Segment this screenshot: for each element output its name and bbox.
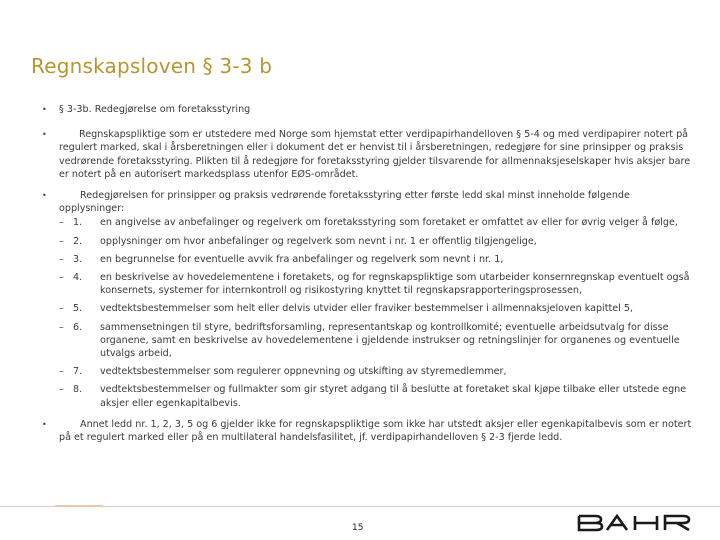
item-number: 5. <box>73 303 83 315</box>
item-number: 8. <box>73 384 83 396</box>
list-item: – 2. opplysninger om hvor anbefalinger og regelverk som nevnt i nr. 1 er offentlig tilgjengelige, <box>59 235 537 247</box>
item-number: 1. <box>73 217 83 229</box>
item-number: 4. <box>73 272 83 284</box>
item-number: 3. <box>73 253 83 265</box>
bullet-item <box>42 128 692 181</box>
bullet-text: § 3-3b. Redegjørelse om foretaksstyring <box>59 104 251 115</box>
page-number: 15 <box>352 523 364 533</box>
footer-accent-line <box>55 505 103 507</box>
item-number: 6. <box>73 321 83 333</box>
list-item: – 3. en begrunnelse for eventuelle avvik fra anbefalinger og regelverk som nevnt i nr. 1, <box>59 253 504 265</box>
item-text: vedtektsbestemmelser som helt eller delvis utvider eller fraviker bestemmelser i allmennaksjeloven kapittel 5, <box>100 303 634 315</box>
slide-body <box>42 103 692 452</box>
bullet-item <box>42 103 692 116</box>
bahr-logo <box>577 514 691 532</box>
bullet-text: Redegjørelsen for prinsipper og praksis vedrørende foretaksstyring etter første ledd skal minst inneholde følgende opplysninger: <box>59 190 630 215</box>
item-number: 2. <box>73 235 83 247</box>
list-item: – 6. sammensetningen til styre, bedriftsforsamling, representantskap og kontrollkomité; eventuelle arbeidsutvalg for disse organene, samt en beskrivelse av hovedelementene i gjeldende instrukser og retningslinjer for organenes og eventuelle utvalgs arbeid, <box>59 321 680 360</box>
item-text: sammensetningen til styre, bedriftsforsamling, representantskap og kontrollkomité; eventuelle arbeidsutvalg for disse organene, samt en beskrivelse av hovedelementene i gjeldende instrukser og retningslinjer for organenes og eventuelle utvalgs arbeid, <box>100 321 680 360</box>
bullet-icon: • <box>42 191 47 201</box>
item-text: en begrunnelse for eventuelle avvik fra anbefalinger og regelverk som nevnt i nr. 1, <box>100 253 504 265</box>
sub-list <box>59 216 692 409</box>
bullet-item <box>42 189 692 410</box>
bullet-icon: • <box>42 419 47 429</box>
bullet-text: Annet ledd nr. 1, 2, 3, 5 og 6 gjelder ikke for regnskapspliktige som ikke har utstedt aksjer eller egenkapitalbevis som er notert på et regulert marked eller på en multilateral handelsfasilitet, jf. verdipapirhandelloven § 2-3 fjerde ledd. <box>59 418 692 444</box>
slide-title: Regnskapsloven § 3-3 b <box>31 54 273 78</box>
item-number: 7. <box>73 366 83 378</box>
bullet-item <box>42 418 692 444</box>
list-item: – 4. en beskrivelse av hovedelementene i foretakets, og for regnskapspliktige som utarbeider konsernregnskap eventuelt også konsernets, systemer for internkontroll og risikostyring knyttet til regnskapsrapporteringsprosessen, <box>59 272 690 297</box>
list-item: – 5. vedtektsbestemmelser som helt eller delvis utvider eller fraviker bestemmelser i allmennaksjeloven kapittel 5, <box>59 303 634 315</box>
list-item: – 8. vedtektsbestemmelser og fullmakter som gir styret adgang til å beslutte at foretaket skal kjøpe tilbake eller utstede egne aksjer eller egenkapitalbevis. <box>59 384 687 409</box>
bullet-icon: • <box>42 130 47 140</box>
list-item: – 7. vedtektsbestemmelser som regulerer oppnevning og utskifting av styremedlemmer, <box>59 366 507 378</box>
item-text: vedtektsbestemmelser som regulerer oppnevning og utskifting av styremedlemmer, <box>100 366 507 378</box>
bullet-text: Regnskapspliktige som er utstedere med Norge som hjemstat etter verdipapirhandelloven § 5-4 og med verdipapirer notert på regulert marked, skal i årsberetningen eller i dokument det er henvist til i årsberetningen, redegjøre for sine prinsipper og praksis vedrørende foretaksstyring. Plikten til å redegjøre for foretaksstyring gjelder tilsvarende for allmennaksjeselskaper hvis aksjer bare er notert på en autorisert markedsplass utenfor EØS-området. <box>59 129 691 180</box>
footer-divider <box>0 506 720 507</box>
item-text: opplysninger om hvor anbefalinger og regelverk som nevnt i nr. 1 er offentlig tilgjengelige, <box>100 235 537 247</box>
bullet-icon: • <box>42 105 47 114</box>
item-text: en angivelse av anbefalinger og regelverk om foretaksstyring som foretaket er omfattet av eller for øvrig velger å følge, <box>100 217 678 229</box>
item-text: en beskrivelse av hovedelementene i foretakets, og for regnskapspliktige som utarbeider konsernregnskap eventuelt også konsernets, systemer for internkontroll og risikostyring knyttet til regnskapsrapporteringsprosessen, <box>100 272 690 297</box>
list-item: – 1. en angivelse av anbefalinger og regelverk om foretaksstyring som foretaket er omfattet av eller for øvrig velger å følge, <box>59 217 678 229</box>
item-text: vedtektsbestemmelser og fullmakter som gir styret adgang til å beslutte at foretaket skal kjøpe tilbake eller utstede egne aksjer eller egenkapitalbevis. <box>100 384 687 409</box>
